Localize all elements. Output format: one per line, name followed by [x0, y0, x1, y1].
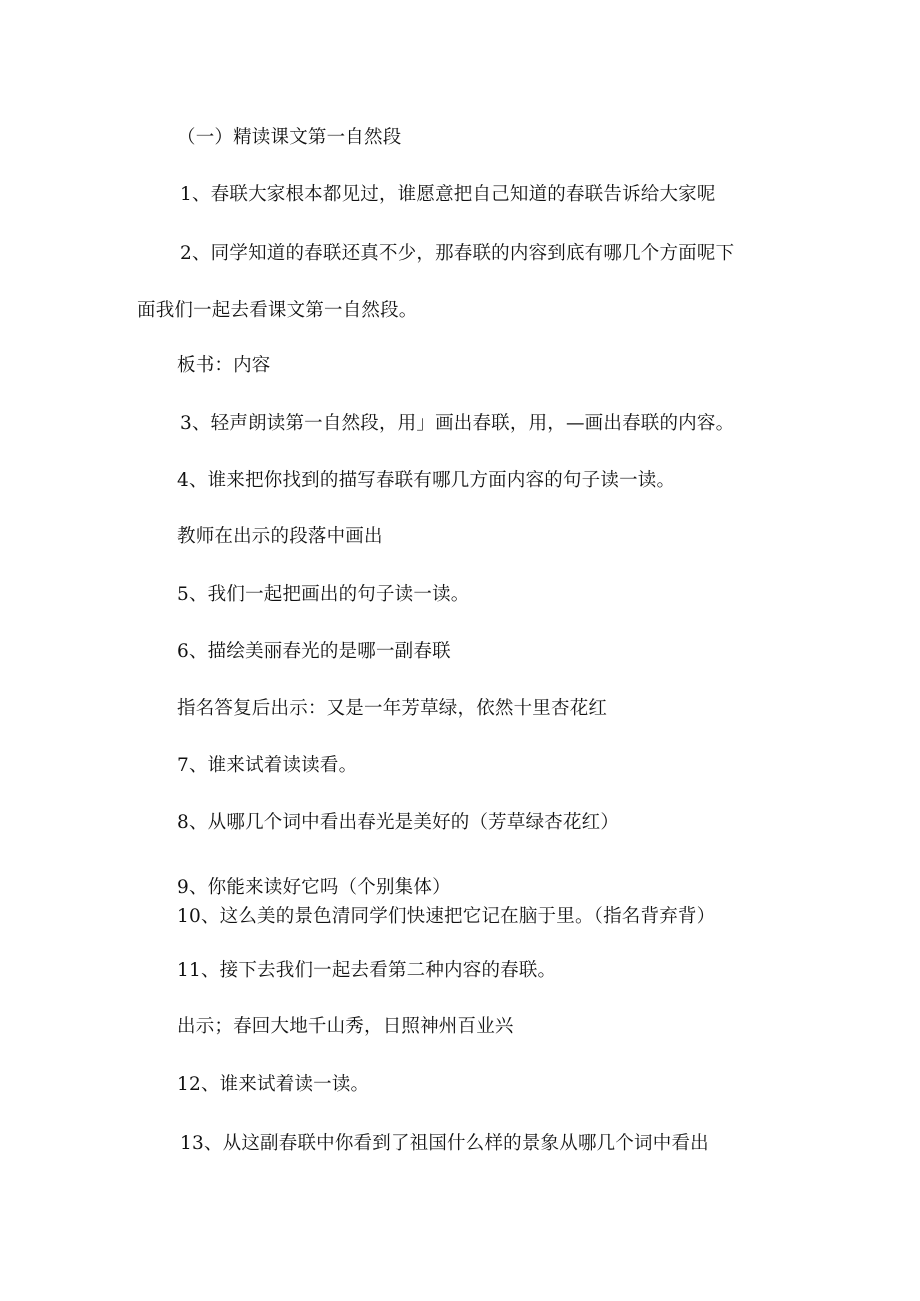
- paragraph-line: 6、描绘美丽春光的是哪一副春联: [177, 641, 451, 662]
- paragraph-line: 4、谁来把你找到的描写春联有哪几方面内容的句子读一读。: [177, 470, 676, 491]
- paragraph-line: 2、同学知道的春联还真不少，那春联的内容到底有哪几个方面呢下: [180, 243, 735, 264]
- paragraph-line: 3、轻声朗读第一自然段，用」画出春联，用，—画出春联的内容。: [180, 413, 735, 434]
- paragraph-line: 板书：内容: [177, 355, 271, 376]
- paragraph-line: 11、接下去我们一起去看第二种内容的春联。: [177, 960, 557, 981]
- paragraph-line: 9、你能来读好它吗（个别集体）: [177, 877, 451, 898]
- paragraph-line: 13、从这副春联中你看到了祖国什么样的景象从哪几个词中看出: [180, 1133, 709, 1154]
- paragraph-line: 1、春联大家根本都见过，谁愿意把自己知道的春联告诉给大家呢: [180, 184, 716, 205]
- paragraph-line: 12、谁来试着读一读。: [177, 1074, 370, 1095]
- paragraph-line: 7、谁来试着读读看。: [177, 755, 358, 776]
- paragraph-line: 教师在出示的段落中画出: [177, 526, 383, 547]
- section-heading: （一）精读课文第一自然段: [177, 127, 402, 148]
- paragraph-line: 面我们一起去看课文第一自然段。: [137, 300, 418, 321]
- paragraph-line: 指名答复后出示：又是一年芳草绿，依然十里杏花红: [177, 698, 608, 719]
- paragraph-line: 10、这么美的景色清同学们快速把它记在脑于里。（指名背弃背）: [177, 906, 716, 927]
- paragraph-line: 5、我们一起把画出的句子读一读。: [177, 584, 470, 605]
- paragraph-line: 出示；春回大地千山秀，日照神州百业兴: [177, 1016, 514, 1037]
- paragraph-line: 8、从哪几个词中看出春光是美好的（芳草绿杏花红）: [177, 812, 620, 833]
